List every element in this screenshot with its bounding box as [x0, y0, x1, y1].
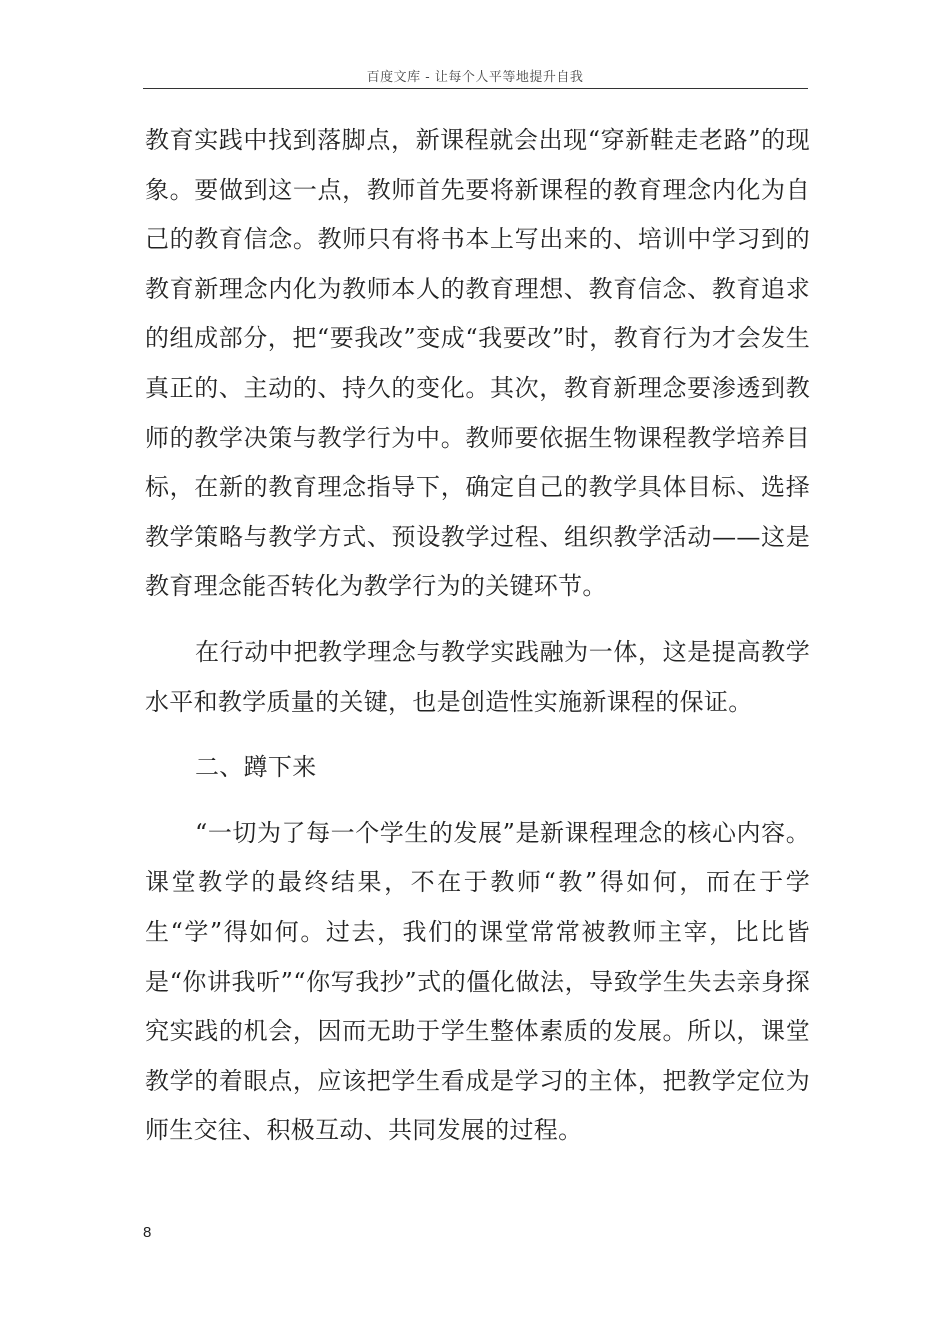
paragraph: “一切为了每一个学生的发展”是新课程理念的核心内容。课堂教学的最终结果，不在于教师“教”得如何，而在于学生“学”得如何。过去，我们的课堂常常被教师主宰，比比皆是“你讲我听”“你写我抄”式的僵化做法，导致学生失去亲身探究实践的机会，因而无助于学生整体素质的发展。所以，课堂教学的着眼点，应该把学生看成是学习的主体，把教学定位为师生交往、积极互动、共同发展的过程。	[145, 818, 810, 1145]
paragraph: 在行动中把教学理念与教学实践融为一体，这是提高教学水平和教学质量的关键，也是创造性实施新课程的保证。	[145, 637, 810, 716]
body-text	[145, 116, 810, 1156]
page-number: 8	[143, 1224, 152, 1241]
header-divider	[143, 88, 808, 89]
page-header: 百度文库 - 让每个人平等地提升自我	[366, 70, 584, 85]
paragraph-continued: 教育实践中找到落脚点，新课程就会出现“穿新鞋走老路”的现象。要做到这一点，教师首先要将新课程的教育理念内化为自己的教育信念。教师只有将书本上写出来的、培训中学习到的教育新理念内化为教师本人的教育理想、教育信念、教育追求的组成部分，把“要我改”变成“我要改”时，教育行为才会发生真正的、主动的、持久的变化。其次，教育新理念要渗透到教师的教学决策与教学行为中。教师要依据生物课程教学培养目标，在新的教育理念指导下，确定自己的教学具体目标、选择教学策略与教学方式、预设教学过程、组织教学活动——这是教育理念能否转化为教学行为的关键环节。	[145, 126, 810, 601]
section-heading: 二、蹲下来	[195, 753, 317, 782]
